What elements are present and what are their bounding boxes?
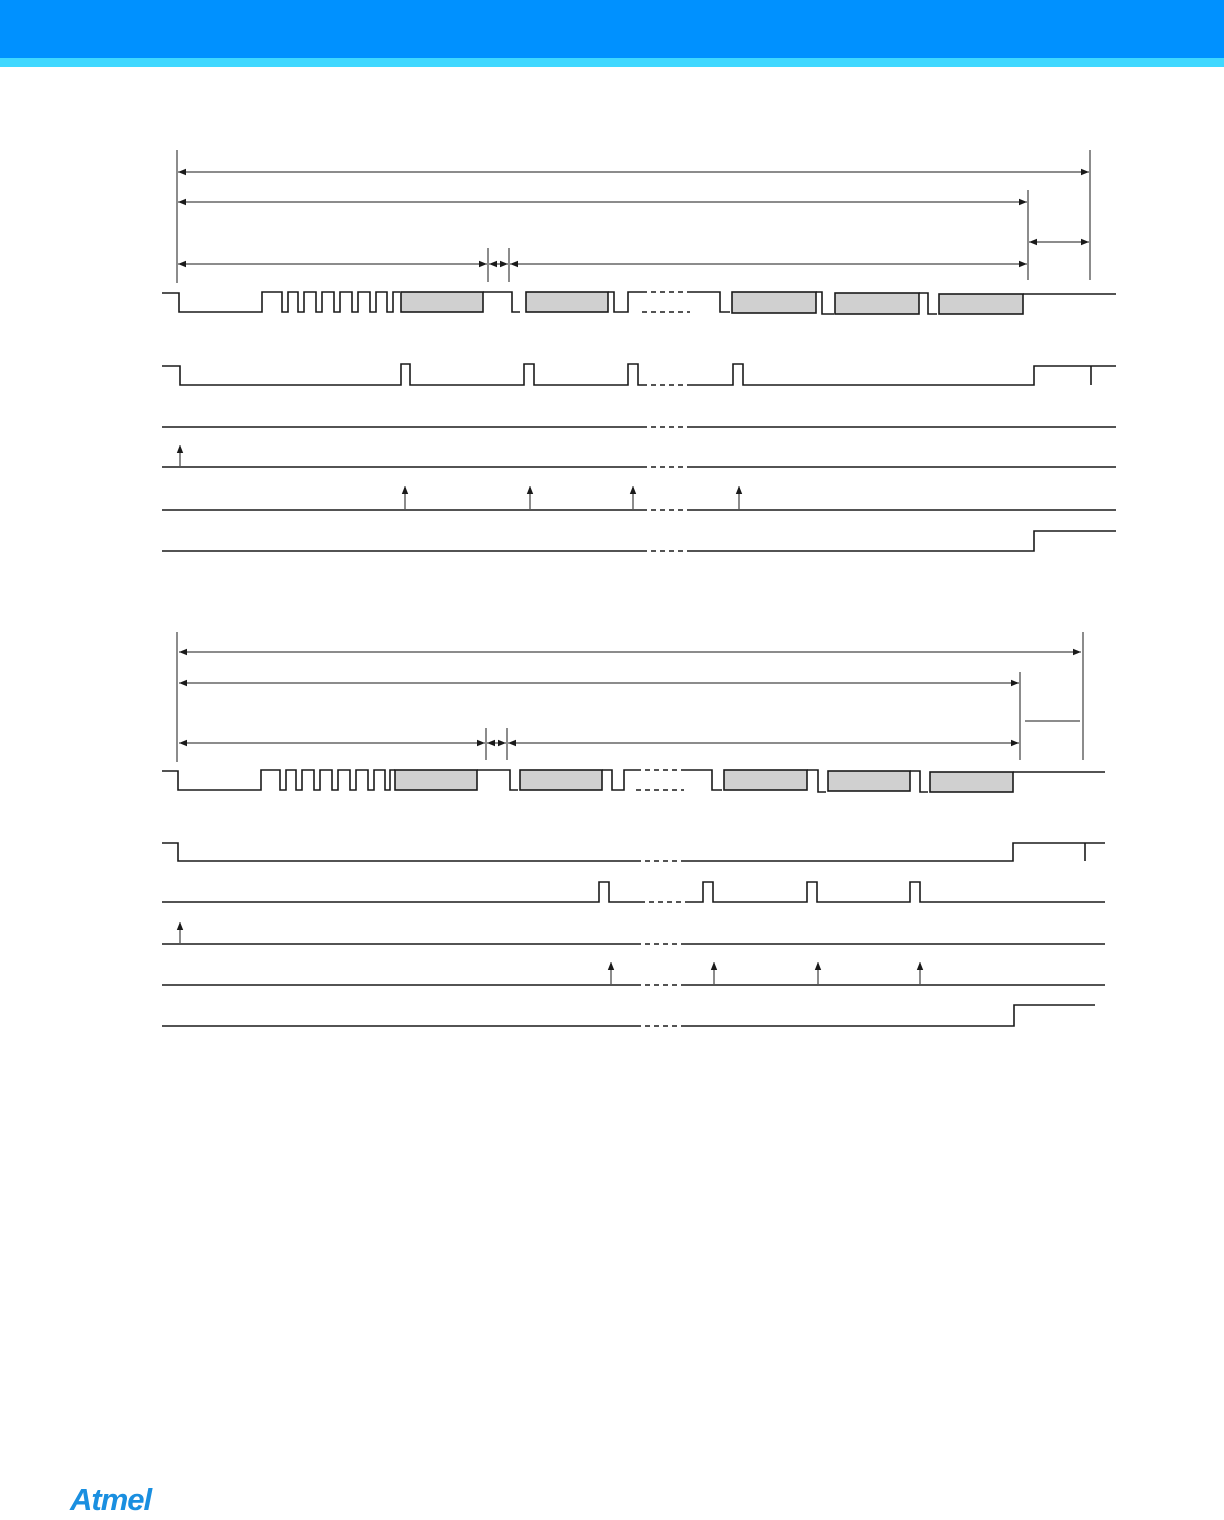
timing-diagram-2 xyxy=(162,632,1105,1026)
data-field xyxy=(828,771,910,791)
atmel-logo: Atmel xyxy=(70,1482,152,1517)
data-field xyxy=(401,292,483,312)
data-field xyxy=(732,292,816,313)
data-field xyxy=(939,294,1023,314)
data-field xyxy=(724,770,807,790)
data-field xyxy=(930,772,1013,792)
waveform-row-byte-events xyxy=(162,486,1116,510)
data-field xyxy=(520,770,602,790)
waveform-row-data-bus xyxy=(162,292,1116,314)
data-field xyxy=(835,293,919,314)
waveform-row-start-event xyxy=(162,922,1105,944)
waveform-row-select xyxy=(162,843,1105,861)
data-field xyxy=(526,292,608,312)
timing-diagram-1 xyxy=(162,150,1116,551)
waveform-row-strobe xyxy=(162,882,1105,902)
waveform-row-strobe xyxy=(162,364,1116,385)
waveform-row-complete xyxy=(162,1005,1095,1026)
data-field xyxy=(395,770,477,790)
waveform-row-byte-events xyxy=(162,962,1105,985)
waveform-row-complete xyxy=(162,531,1116,551)
waveform-row-data-bus xyxy=(162,770,1105,792)
waveform-row-start-event xyxy=(162,445,1116,467)
